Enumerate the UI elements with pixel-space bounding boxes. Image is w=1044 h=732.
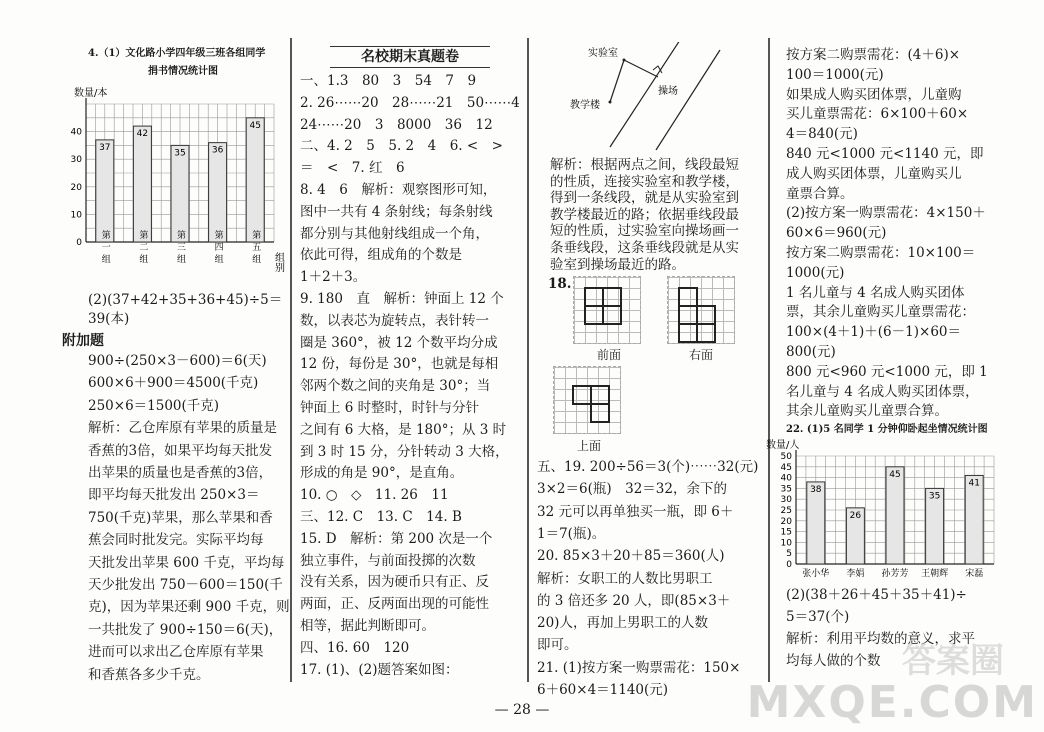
answer-text-line: 20)人，再加上男职工的人数 [537, 615, 708, 632]
y-tick-label: 10 [780, 538, 792, 549]
extra-text-line: 250×6＝1500(千克) [88, 397, 220, 414]
column-divider-3 [768, 38, 770, 682]
bar [246, 118, 264, 242]
q22-bars [807, 467, 983, 564]
answer-text-line: 其余儿童购买儿童票合算。 [786, 403, 948, 420]
column-divider-1 [290, 38, 292, 682]
q4-y-ticks [71, 128, 83, 248]
answer-text-line: 1000(元) [786, 264, 845, 281]
q22-categories [802, 567, 983, 579]
q22-ylabel: 数量/人 [766, 440, 800, 451]
q22-part2-line1: (2)(38＋26＋45＋35＋41)÷ [786, 587, 967, 603]
answer-text-line: 10. ○ ◇ 11. 26 11 [300, 487, 449, 504]
answer-text-line: 钟面上 6 时整时，时针与分针 [300, 400, 480, 416]
view-right-label: 右面 [689, 348, 714, 362]
answer-text-line: 9. 180 直 解析：钟面上 12 个 [300, 291, 504, 307]
answer-text-line: 邻两个数之间的夹角是 30°；当 [300, 378, 491, 395]
extra-text-line: 蕉会同时批发完。实际平均每 [88, 532, 264, 549]
analysis-text-line: 验室到操场最近的路。 [550, 256, 685, 273]
top-square [572, 385, 592, 405]
answer-text-line: 圈是 360°，被 12 个数平均分成 [300, 334, 498, 351]
answer-text-line: 五、19. 200÷56＝3(个)⋯⋯32(元) [537, 459, 759, 475]
answer-text-line: 名儿童与 4 名成人购买团体票， [786, 383, 979, 400]
analysis-text-line: 教学楼最近的路；依据垂线段最 [550, 206, 739, 223]
map-label-school: 教学楼 [570, 100, 600, 111]
bar [133, 126, 151, 242]
analysis-text-line: 短的性质，过实验室向操场画一 [550, 223, 739, 240]
page-number: 28 [513, 702, 531, 718]
bar-value-label: 36 [211, 145, 224, 156]
category-label: 第一组 [99, 230, 110, 266]
front-square [602, 287, 622, 307]
answer-text-line: 买儿童票需花：6×100＋60× [786, 106, 969, 123]
answer-text-line: 相等，据此判断即可。 [300, 618, 435, 634]
answer-text-line: 17. (1)、(2)题答案如图： [300, 661, 459, 678]
bar-value-label: 42 [136, 129, 149, 140]
bar-value-label: 41 [968, 478, 980, 489]
answer-text-line: 的 3 倍还多 20 人，即(85×3＋ [537, 592, 731, 609]
category-label: 第五组 [250, 230, 261, 266]
y-tick-label: 15 [780, 527, 792, 538]
y-tick-label: 10 [70, 210, 82, 221]
y-tick-label: 0 [786, 560, 792, 570]
q4-chart-title-line1: 4.（1）文化路小学四年级三班各组同学 [88, 48, 266, 59]
bar [886, 467, 904, 564]
y-tick-label: 20 [70, 182, 82, 193]
extra-text-line: 即平均每天批发出 250×3＝ [88, 487, 260, 504]
answer-text-line: 100×(4＋1)＋(6－1)×60＝ [786, 324, 961, 341]
top-square [590, 403, 610, 423]
y-tick-label: 30 [70, 155, 82, 166]
page-number-line: — 28 — [494, 702, 550, 718]
extra-text-line: 750(千克)苹果，那么苹果和香 [88, 509, 273, 526]
extra-text-line: 天批发出苹果 600 千克，平均每 [88, 554, 285, 571]
y-tick-label: 30 [780, 495, 792, 506]
extra-text-line: 600×6＋900＝4500(千克) [88, 375, 259, 392]
answer-text-line: 依此可得，组成角的个数是 [300, 247, 462, 264]
q17-map-diagram [540, 42, 755, 152]
right-square [696, 305, 716, 325]
q22-analysis-line1: 解析：利用平均数的意义，求平 [786, 631, 975, 647]
answer-text-line: 3×2＝6(瓶) 32＝32，余下的 [537, 481, 727, 498]
right-square [696, 323, 716, 343]
answer-text-line: 8. 4 6 解析：观察图形可知， [300, 182, 497, 198]
answer-text-line: 二、4. 2 5 5. 2 4 6. < > [300, 138, 503, 155]
view-top-label: 上面 [577, 439, 602, 453]
answer-text-line: 童票合算。 [786, 185, 854, 202]
answer-text-line: 60×6＝960(元) [786, 225, 887, 242]
answer-text-line: 1＝7(瓶)。 [537, 525, 606, 542]
category-label: 第四组 [212, 230, 223, 266]
front-square [602, 305, 622, 325]
q4-part2-line2: 39(本) [88, 311, 130, 327]
category-label: 王朝辉 [921, 569, 949, 579]
watermark-logo: 答案圈 [902, 641, 1004, 681]
answer-text-line: 15. D 解析：第 200 次是一个 [300, 530, 493, 547]
bar-value-label: 45 [889, 469, 901, 480]
extra-title: 附加题 [62, 333, 104, 349]
y-tick-label: 25 [780, 506, 792, 516]
answer-text-line: 成人购买团体票，儿童购买儿 [786, 165, 962, 182]
answer-text-line: (2)按方案一购票需花：4×150＋ [786, 205, 986, 222]
extra-text-line: 出苹果的质量也是香蕉的3倍， [88, 465, 273, 481]
bar-value-label: 45 [249, 120, 261, 131]
extra-text-line: 900÷(250×3－600)＝6(天) [88, 353, 267, 369]
answer-text-line: 按方案二购票需花：10×100＝ [786, 245, 976, 261]
answer-text-line: 21. (1)按方案一购票需花：150× [537, 659, 741, 676]
q22-analysis-line2: 均每人做的个数 [786, 653, 881, 669]
front-square [584, 287, 604, 307]
answer-text-line: 两面，正、反两面出现的可能性 [300, 596, 489, 613]
bar [171, 145, 189, 242]
bar-value-label: 35 [174, 148, 186, 159]
right-square [678, 305, 698, 325]
bar [96, 140, 114, 242]
q22-title: 22. (1)5 名同学 1 分钟仰卧起坐情况统计图 [786, 424, 988, 435]
q4-part2-line1: (2)(37+42+35+36+45)÷5＝ [88, 292, 283, 308]
q22-bar-chart [764, 436, 1000, 584]
y-tick-label: 0 [76, 238, 82, 248]
answer-text-line: 票，其余儿童购买儿童票需花： [786, 304, 975, 321]
answer-text-line: 1＋2＋3。 [300, 269, 367, 286]
answer-text-line: 形成的角是 90°，是直角。 [300, 465, 464, 482]
answer-text-line: 800 元<960 元<1000 元，即 1 [786, 363, 988, 380]
category-label: 第二组 [137, 230, 148, 266]
answer-text-line: 24⋯⋯20 3 8000 36 12 [300, 116, 493, 133]
extra-text-line: 解析：乙仓库原有苹果的质量是 [88, 420, 277, 437]
top-view-grid [553, 366, 621, 434]
y-tick-label: 50 [780, 452, 792, 462]
answer-text-line: 12 份，每份是 30°，也就是每相 [300, 356, 499, 373]
q22-y-ticks [781, 452, 793, 570]
extra-text-line: 天少批发出 750－600＝150(千 [88, 577, 283, 593]
y-tick-label: 45 [780, 462, 792, 473]
analysis-text-line: 的性质，连接实验室和教学楼， [550, 173, 739, 190]
answer-text-line: 都分别与其他射线组成一个角， [300, 225, 489, 242]
answer-text-line: 32 元可以再单独买一瓶，即 6＋ [537, 503, 734, 520]
answer-text-line: 如果成人购买团体票，儿童购 [786, 86, 962, 103]
answer-text-line: 即可。 [537, 637, 578, 654]
answer-text-line: 三、12. C 13. C 14. B [300, 509, 462, 525]
extra-text-line: 香蕉的3倍，如果平均每天批发 [88, 442, 273, 459]
map-label-field: 操场 [658, 86, 678, 97]
bar-value-label: 38 [810, 484, 822, 495]
right-square [678, 287, 698, 307]
answer-text-line: 6＋60×4＝1140(元) [537, 682, 669, 698]
y-tick-label: 40 [70, 127, 82, 138]
answer-text-line: 2. 26⋯⋯20 28⋯⋯21 50⋯⋯4 [300, 94, 520, 111]
right-square [678, 323, 698, 343]
answer-text-line: 没有关系，因为硬币只有正、反 [300, 574, 489, 591]
q18-label: 18. [548, 276, 572, 292]
column-divider-2 [527, 38, 529, 682]
answer-text-line: 之间有 6 大格，是 180°；从 3 时 [300, 421, 507, 438]
extra-text-line: 一共批发了 900÷150＝6(天)， [88, 621, 283, 638]
answer-text-line: ＝ < 7. 红 6 [300, 160, 405, 177]
answer-text-line: 100＝1000(元) [786, 66, 884, 83]
category-label: 孙芳芳 [881, 569, 909, 579]
extra-text-line: 和香蕉各多少千克。 [88, 666, 210, 683]
right-view-grid [667, 276, 735, 344]
answer-text-line: 到 3 时 15 分，分针转动 3 大格， [300, 443, 509, 460]
answer-text-line: 800(元) [786, 344, 836, 360]
category-label: 李娟 [846, 569, 865, 579]
map-label-lab: 实验室 [588, 48, 618, 59]
bar-value-label: 35 [928, 491, 941, 502]
analysis-text-line: 解析：根据两点之间，线段最短 [550, 157, 739, 173]
category-label: 第三组 [175, 230, 185, 266]
answer-text-line: 1 名儿童与 4 名成人购买团体 [786, 284, 965, 301]
answer-text-line: 数，以表芯为旋转点，表针转一 [300, 312, 489, 329]
section-title: 名校期末真题卷 [330, 46, 490, 68]
analysis-text-line: 条垂线段，这条垂线段就是从实 [550, 240, 739, 256]
category-label: 宋磊 [965, 569, 984, 579]
watermark-url: MXQE.COM [746, 677, 1038, 728]
answer-text-line: 按方案二购票需花：(4＋6)× [786, 47, 961, 63]
view-front-label: 前面 [597, 348, 622, 362]
answer-text-line: 一、1.3 80 3 54 7 9 [300, 73, 477, 89]
answer-text-line: 20. 85×3＋20＋85＝360(人) [537, 548, 725, 565]
front-view-grid [573, 276, 641, 344]
y-tick-label: 35 [780, 484, 792, 495]
y-tick-label: 20 [780, 516, 792, 527]
answer-text-line: 图中一共有 4 条射线；每条射线 [300, 203, 493, 220]
answer-text-line: 4＝840(元) [786, 126, 858, 143]
category-label: 张小华 [802, 569, 830, 579]
answer-text-line: 840 元<1000 元<1140 元，即 [786, 146, 984, 162]
bar-value-label: 26 [849, 510, 862, 521]
answer-text-line: 解析：女职工的人数比男职工 [537, 570, 713, 587]
answer-text-line: 独立事件，与前面投掷的次数 [300, 552, 476, 569]
q4-xlabel: 组别 [272, 252, 284, 272]
q4-chart-title-line2: 捐书情况统计图 [148, 66, 218, 77]
top-square [590, 385, 610, 405]
analysis-text-line: 得到一条线段，就是从实验室到 [550, 190, 739, 207]
answer-text-line: 四、16. 60 120 [300, 639, 410, 656]
bar [209, 143, 227, 242]
extra-text-line: 进而可以求出乙仓库原有苹果 [88, 644, 264, 661]
q4-ylabel: 数量/本 [74, 88, 108, 99]
bar [965, 475, 983, 564]
y-tick-label: 5 [786, 549, 792, 560]
front-square [584, 305, 604, 325]
extra-text-line: 克)，因为苹果还剩 900 千克，则 [88, 599, 290, 616]
q22-part2-line2: 5＝37(个) [786, 609, 850, 625]
q4-bar-chart [64, 84, 286, 280]
bar-value-label: 37 [99, 142, 111, 153]
y-tick-label: 40 [780, 473, 792, 484]
